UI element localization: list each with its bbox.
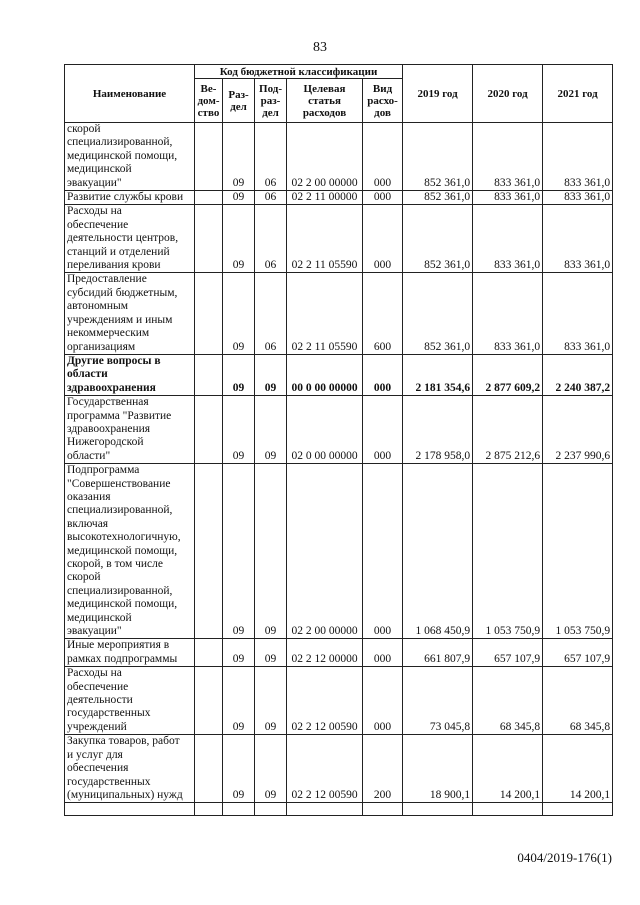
empty-cell xyxy=(287,803,363,816)
cell-2019: 852 361,0 xyxy=(403,191,473,205)
cell-ved xyxy=(195,354,223,395)
cell-2021: 657 107,9 xyxy=(543,639,613,667)
cell-vid: 000 xyxy=(363,205,403,273)
cell-2020: 2 875 212,6 xyxy=(473,396,543,464)
cell-2019: 2 178 958,0 xyxy=(403,396,473,464)
empty-cell xyxy=(403,803,473,816)
cell-name: Предоставление субсидий бюджетным, автономным учреждениям и иным некоммерческим организациям xyxy=(65,273,195,354)
cell-2019: 73 045,8 xyxy=(403,667,473,735)
cell-vid: 000 xyxy=(363,464,403,639)
table-row xyxy=(65,123,613,191)
cell-vid: 000 xyxy=(363,123,403,191)
header-2019: 2019 год xyxy=(403,65,473,123)
cell-razdel: 09 xyxy=(223,464,255,639)
table-row xyxy=(65,205,613,273)
cell-ved xyxy=(195,464,223,639)
cell-podrazdel: 09 xyxy=(255,464,287,639)
cell-name: Расходы на обеспечение деятельности центров, станций и отделений переливания крови xyxy=(65,205,195,273)
cell-2019: 2 181 354,6 xyxy=(403,354,473,395)
cell-2020: 833 361,0 xyxy=(473,123,543,191)
cell-target: 02 0 00 00000 xyxy=(287,396,363,464)
cell-2020: 1 053 750,9 xyxy=(473,464,543,639)
cell-vid: 200 xyxy=(363,735,403,803)
empty-cell xyxy=(473,803,543,816)
cell-target: 02 2 00 00000 xyxy=(287,123,363,191)
cell-razdel: 09 xyxy=(223,191,255,205)
cell-podrazdel: 09 xyxy=(255,667,287,735)
table-row xyxy=(65,464,613,639)
cell-ved xyxy=(195,123,223,191)
cell-ved xyxy=(195,273,223,354)
cell-razdel: 09 xyxy=(223,273,255,354)
cell-razdel: 09 xyxy=(223,205,255,273)
cell-name: Расходы на обеспечение деятельности государственных учреждений xyxy=(65,667,195,735)
cell-2021: 833 361,0 xyxy=(543,205,613,273)
cell-ved xyxy=(195,205,223,273)
cell-2019: 18 900,1 xyxy=(403,735,473,803)
cell-2021: 2 240 387,2 xyxy=(543,354,613,395)
cell-razdel: 09 xyxy=(223,639,255,667)
cell-podrazdel: 06 xyxy=(255,123,287,191)
table-row xyxy=(65,667,613,735)
budget-table xyxy=(64,64,613,816)
cell-podrazdel: 09 xyxy=(255,735,287,803)
cell-podrazdel: 06 xyxy=(255,191,287,205)
header-name: Наименование xyxy=(65,65,195,123)
cell-ved xyxy=(195,396,223,464)
cell-2021: 2 237 990,6 xyxy=(543,396,613,464)
cell-target: 02 2 11 00000 xyxy=(287,191,363,205)
header-target: Целевая статья расходов xyxy=(287,79,363,123)
cell-2020: 2 877 609,2 xyxy=(473,354,543,395)
cell-name: Развитие службы крови xyxy=(65,191,195,205)
table-row xyxy=(65,396,613,464)
cell-ved xyxy=(195,191,223,205)
cell-target: 02 2 00 00000 xyxy=(287,464,363,639)
cell-name: Государственная программа "Развитие здравоохранения Нижегородской области" xyxy=(65,396,195,464)
cell-2021: 14 200,1 xyxy=(543,735,613,803)
cell-podrazdel: 09 xyxy=(255,354,287,395)
cell-2020: 833 361,0 xyxy=(473,191,543,205)
header-budget-code: Код бюджетной классификации xyxy=(195,65,403,79)
cell-2020: 68 345,8 xyxy=(473,667,543,735)
cell-ved xyxy=(195,667,223,735)
cell-podrazdel: 09 xyxy=(255,639,287,667)
table-row xyxy=(65,273,613,354)
cell-2020: 657 107,9 xyxy=(473,639,543,667)
cell-2020: 14 200,1 xyxy=(473,735,543,803)
empty-cell xyxy=(543,803,613,816)
empty-cell xyxy=(65,803,195,816)
cell-vid: 000 xyxy=(363,667,403,735)
cell-vid: 000 xyxy=(363,396,403,464)
table-row xyxy=(65,354,613,395)
cell-2020: 833 361,0 xyxy=(473,273,543,354)
cell-razdel: 09 xyxy=(223,354,255,395)
cell-name: Другие вопросы в области здравоохранения xyxy=(65,354,195,395)
cell-podrazdel: 06 xyxy=(255,273,287,354)
header-vid: Вид расхо- дов xyxy=(363,79,403,123)
cell-target: 02 2 12 00590 xyxy=(287,735,363,803)
empty-cell xyxy=(223,803,255,816)
cell-vid: 000 xyxy=(363,639,403,667)
cell-2019: 852 361,0 xyxy=(403,123,473,191)
document-code: 0404/2019-176(1) xyxy=(517,850,612,865)
cell-2019: 852 361,0 xyxy=(403,205,473,273)
cell-2021: 1 053 750,9 xyxy=(543,464,613,639)
cell-vid: 000 xyxy=(363,191,403,205)
cell-2020: 833 361,0 xyxy=(473,205,543,273)
header-2021: 2021 год xyxy=(543,65,613,123)
cell-podrazdel: 09 xyxy=(255,396,287,464)
header-ved: Ве- дом- ство xyxy=(195,79,223,123)
cell-vid: 600 xyxy=(363,273,403,354)
cell-name: Иные мероприятия в рамках подпрограммы xyxy=(65,639,195,667)
cell-target: 02 2 11 05590 xyxy=(287,205,363,273)
header-podrazdel: Под- раз- дел xyxy=(255,79,287,123)
page-number: 83 xyxy=(313,40,327,55)
cell-name: скорой специализированной, медицинской помощи, медицинской эвакуации" xyxy=(65,123,195,191)
empty-row xyxy=(65,803,613,816)
cell-name: Закупка товаров, работ и услуг для обеспечения государственных (муниципальных) нужд xyxy=(65,735,195,803)
cell-razdel: 09 xyxy=(223,396,255,464)
cell-podrazdel: 06 xyxy=(255,205,287,273)
cell-2021: 68 345,8 xyxy=(543,667,613,735)
table-row xyxy=(65,735,613,803)
cell-razdel: 09 xyxy=(223,735,255,803)
cell-target: 02 2 12 00590 xyxy=(287,667,363,735)
cell-razdel: 09 xyxy=(223,123,255,191)
cell-2021: 833 361,0 xyxy=(543,123,613,191)
cell-2021: 833 361,0 xyxy=(543,191,613,205)
empty-cell xyxy=(195,803,223,816)
cell-target: 02 2 12 00000 xyxy=(287,639,363,667)
cell-2019: 852 361,0 xyxy=(403,273,473,354)
cell-target: 00 0 00 00000 xyxy=(287,354,363,395)
cell-2019: 661 807,9 xyxy=(403,639,473,667)
cell-name: Подпрограмма "Совершенствование оказания специализированной, включая высокотехнологичную, медицинской помощи, скорой, в том числе скорой специализированной, медицинской помощи, медицинской эвакуации" xyxy=(65,464,195,639)
table-row xyxy=(65,639,613,667)
cell-2021: 833 361,0 xyxy=(543,273,613,354)
cell-razdel: 09 xyxy=(223,667,255,735)
header-razdel: Раз- дел xyxy=(223,79,255,123)
table-row xyxy=(65,191,613,205)
cell-ved xyxy=(195,735,223,803)
empty-cell xyxy=(363,803,403,816)
cell-2019: 1 068 450,9 xyxy=(403,464,473,639)
cell-vid: 000 xyxy=(363,354,403,395)
cell-ved xyxy=(195,639,223,667)
cell-target: 02 2 11 05590 xyxy=(287,273,363,354)
header-2020: 2020 год xyxy=(473,65,543,123)
empty-cell xyxy=(255,803,287,816)
